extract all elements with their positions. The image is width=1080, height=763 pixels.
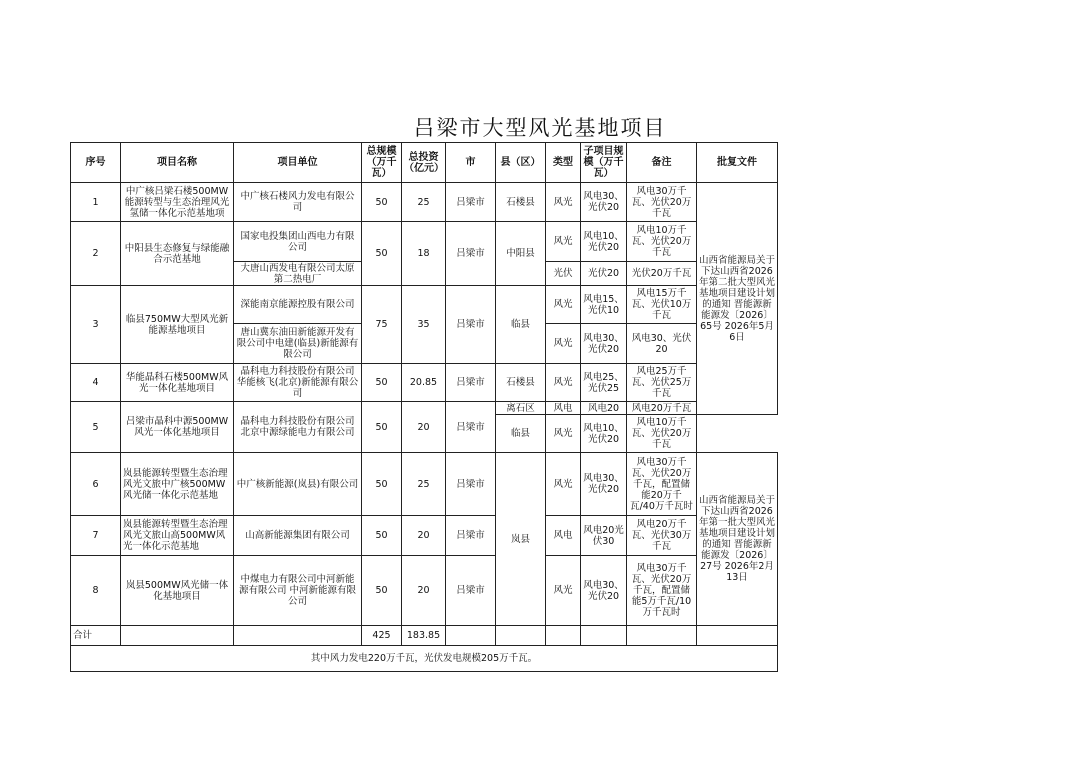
header-county: 县（区） bbox=[496, 143, 546, 183]
header-city: 市 bbox=[446, 143, 496, 183]
cell-note: 风电10万千瓦、光伏20万千瓦 bbox=[627, 415, 697, 453]
cell-county: 石楼县 bbox=[496, 183, 546, 222]
cell-invest: 20 bbox=[402, 516, 446, 556]
cell-name: 吕梁市晶科中源500MW风光一体化基地项目 bbox=[121, 402, 234, 453]
cell-invest: 20.85 bbox=[402, 364, 446, 402]
cell-county: 离石区 bbox=[496, 402, 546, 415]
cell-name: 岚县500MW风光储一体化基地项目 bbox=[121, 556, 234, 626]
cell-city: 吕梁市 bbox=[446, 556, 496, 626]
cell-invest: 20 bbox=[402, 556, 446, 626]
cell-city: 吕梁市 bbox=[446, 183, 496, 222]
table-row bbox=[71, 183, 778, 222]
cell-invest: 25 bbox=[402, 453, 446, 516]
total-label: 合计 bbox=[71, 626, 121, 646]
page-title: 吕梁市大型风光基地项目 bbox=[413, 116, 667, 140]
cell-type: 风电 bbox=[546, 402, 581, 415]
cell-county: 岚县 bbox=[496, 453, 546, 626]
table-row bbox=[71, 402, 778, 415]
cell-doc-second: 山西省能源局关于下达山西省2026年第一批大型风光基地项目建设计划的通知 晋能源新能源发〔2026〕27号 2026年2月13日 bbox=[697, 453, 778, 626]
footer-note: 其中风力发电220万千瓦，光伏发电规模205万千瓦。 bbox=[71, 646, 778, 672]
cell-name: 中阳县生态修复与绿能融合示范基地 bbox=[121, 222, 234, 286]
cell-sub: 风电30、光伏20 bbox=[581, 183, 627, 222]
empty-cell bbox=[121, 626, 234, 646]
cell-no: 8 bbox=[71, 556, 121, 626]
cell-sub: 风电30、光伏20 bbox=[581, 324, 627, 364]
cell-unit: 国家电投集团山西电力有限公司 bbox=[234, 222, 362, 262]
cell-unit: 深能南京能源控股有限公司 bbox=[234, 286, 362, 324]
cell-name: 岚县能源转型暨生态治理风光文旅中广核500MW风光储一体化示范基地 bbox=[121, 453, 234, 516]
cell-note: 风电30、光伏20 bbox=[627, 324, 697, 364]
cell-type: 风光 bbox=[546, 415, 581, 453]
table-row bbox=[71, 364, 778, 402]
cell-sub: 风电25、光伏25 bbox=[581, 364, 627, 402]
cell-type: 风光 bbox=[546, 183, 581, 222]
cell-county: 临县 bbox=[496, 286, 546, 364]
cell-sub: 风电10、光伏20 bbox=[581, 415, 627, 453]
cell-county: 中阳县 bbox=[496, 222, 546, 286]
cell-no: 4 bbox=[71, 364, 121, 402]
cell-city: 吕梁市 bbox=[446, 516, 496, 556]
cell-type: 风电 bbox=[546, 516, 581, 556]
empty-cell bbox=[697, 626, 778, 646]
empty-cell bbox=[581, 626, 627, 646]
cell-no: 3 bbox=[71, 286, 121, 364]
total-row bbox=[71, 626, 778, 646]
cell-scale: 50 bbox=[362, 364, 402, 402]
cell-invest: 25 bbox=[402, 183, 446, 222]
cell-sub: 风电15、光伏10 bbox=[581, 286, 627, 324]
cell-scale: 50 bbox=[362, 222, 402, 286]
cell-name: 岚县能源转型暨生态治理风光文旅山高500MW风光一体化示范基地 bbox=[121, 516, 234, 556]
cell-no: 5 bbox=[71, 402, 121, 453]
cell-note: 风电15万千瓦、光伏10万千瓦 bbox=[627, 286, 697, 324]
header-scale: 总规模（万千瓦） bbox=[362, 143, 402, 183]
cell-city: 吕梁市 bbox=[446, 402, 496, 453]
header-note: 备注 bbox=[627, 143, 697, 183]
total-scale: 425 bbox=[362, 626, 402, 646]
empty-cell bbox=[546, 626, 581, 646]
cell-no: 1 bbox=[71, 183, 121, 222]
total-invest: 183.85 bbox=[402, 626, 446, 646]
cell-unit: 晶科电力科技股份有限公司 北京中源绿能电力有限公司 bbox=[234, 402, 362, 453]
cell-invest: 18 bbox=[402, 222, 446, 286]
cell-note: 风电20万千瓦、光伏30万千瓦 bbox=[627, 516, 697, 556]
cell-note: 光伏20万千瓦 bbox=[627, 262, 697, 286]
header-doc: 批复文件 bbox=[697, 143, 778, 183]
header-sub: 子项目规模（万千瓦） bbox=[581, 143, 627, 183]
cell-sub: 风电20 bbox=[581, 402, 627, 415]
cell-sub: 风电10、光伏20 bbox=[581, 222, 627, 262]
empty-cell bbox=[234, 626, 362, 646]
cell-type: 风光 bbox=[546, 556, 581, 626]
cell-type: 风光 bbox=[546, 453, 581, 516]
cell-scale: 50 bbox=[362, 183, 402, 222]
table-row bbox=[71, 516, 778, 556]
table-header-row bbox=[71, 143, 778, 183]
cell-scale: 75 bbox=[362, 286, 402, 364]
cell-unit: 大唐山西发电有限公司太原第二热电厂 bbox=[234, 262, 362, 286]
cell-sub: 风电20光伏30 bbox=[581, 516, 627, 556]
cell-note: 风电30万千瓦、光伏20万千瓦 bbox=[627, 183, 697, 222]
header-invest: 总投资（亿元） bbox=[402, 143, 446, 183]
cell-type: 风光 bbox=[546, 286, 581, 324]
cell-unit: 唐山冀东油田新能源开发有限公司中电建(临县)新能源有限公司 bbox=[234, 324, 362, 364]
cell-invest: 20 bbox=[402, 402, 446, 453]
cell-doc-first: 山西省能源局关于下达山西省2026年第二批大型风光基地项目建设计划的通知 晋能源新能源发〔2026〕65号 2026年5月6日 bbox=[697, 183, 778, 415]
cell-note: 风电25万千瓦、光伏25万千瓦 bbox=[627, 364, 697, 402]
cell-no: 7 bbox=[71, 516, 121, 556]
cell-note: 风电30万千瓦、光伏20万千瓦，配置储能5万千瓦/10万千瓦时 bbox=[627, 556, 697, 626]
empty-cell bbox=[446, 626, 496, 646]
table-row bbox=[71, 286, 778, 324]
cell-name: 临县750MW大型风光新能源基地项目 bbox=[121, 286, 234, 364]
footer-row bbox=[71, 646, 778, 672]
cell-no: 6 bbox=[71, 453, 121, 516]
cell-unit: 晶科电力科技股份有限公司 华能核飞(北京)新能源有限公司 bbox=[234, 364, 362, 402]
cell-scale: 50 bbox=[362, 402, 402, 453]
cell-city: 吕梁市 bbox=[446, 222, 496, 286]
header-unit: 项目单位 bbox=[234, 143, 362, 183]
header-name: 项目名称 bbox=[121, 143, 234, 183]
cell-city: 吕梁市 bbox=[446, 286, 496, 364]
cell-note: 风电20万千瓦 bbox=[627, 402, 697, 415]
cell-type: 风光 bbox=[546, 324, 581, 364]
cell-name: 中广核吕梁石楼500MW能源转型与生态治理风光氢储一体化示范基地项 bbox=[121, 183, 234, 222]
cell-invest: 35 bbox=[402, 286, 446, 364]
cell-sub: 风电30、光伏20 bbox=[581, 556, 627, 626]
table-row bbox=[71, 222, 778, 262]
cell-note: 风电30万千瓦、光伏20万千瓦，配置储能20万千瓦/40万千瓦时 bbox=[627, 453, 697, 516]
header-no: 序号 bbox=[71, 143, 121, 183]
cell-unit: 中广核石楼风力发电有限公司 bbox=[234, 183, 362, 222]
cell-type: 光伏 bbox=[546, 262, 581, 286]
cell-city: 吕梁市 bbox=[446, 453, 496, 516]
project-table bbox=[70, 142, 778, 672]
cell-type: 风光 bbox=[546, 364, 581, 402]
table-row bbox=[71, 556, 778, 626]
cell-scale: 50 bbox=[362, 453, 402, 516]
cell-name: 华能晶科石楼500MW风光一体化基地项目 bbox=[121, 364, 234, 402]
empty-cell bbox=[496, 626, 546, 646]
cell-sub: 光伏20 bbox=[581, 262, 627, 286]
table-row bbox=[71, 453, 778, 516]
cell-city: 吕梁市 bbox=[446, 364, 496, 402]
cell-unit: 中广核新能源(岚县)有限公司 bbox=[234, 453, 362, 516]
header-type: 类型 bbox=[546, 143, 581, 183]
cell-scale: 50 bbox=[362, 516, 402, 556]
cell-type: 风光 bbox=[546, 222, 581, 262]
cell-note: 风电10万千瓦、光伏20万千瓦 bbox=[627, 222, 697, 262]
cell-no: 2 bbox=[71, 222, 121, 286]
cell-unit: 山高新能源集团有限公司 bbox=[234, 516, 362, 556]
empty-cell bbox=[627, 626, 697, 646]
cell-scale: 50 bbox=[362, 556, 402, 626]
cell-sub: 风电30、光伏20 bbox=[581, 453, 627, 516]
cell-unit: 中煤电力有限公司中河新能源有限公司 中河新能源有限公司 bbox=[234, 556, 362, 626]
cell-county: 石楼县 bbox=[496, 364, 546, 402]
cell-county: 临县 bbox=[496, 415, 546, 453]
